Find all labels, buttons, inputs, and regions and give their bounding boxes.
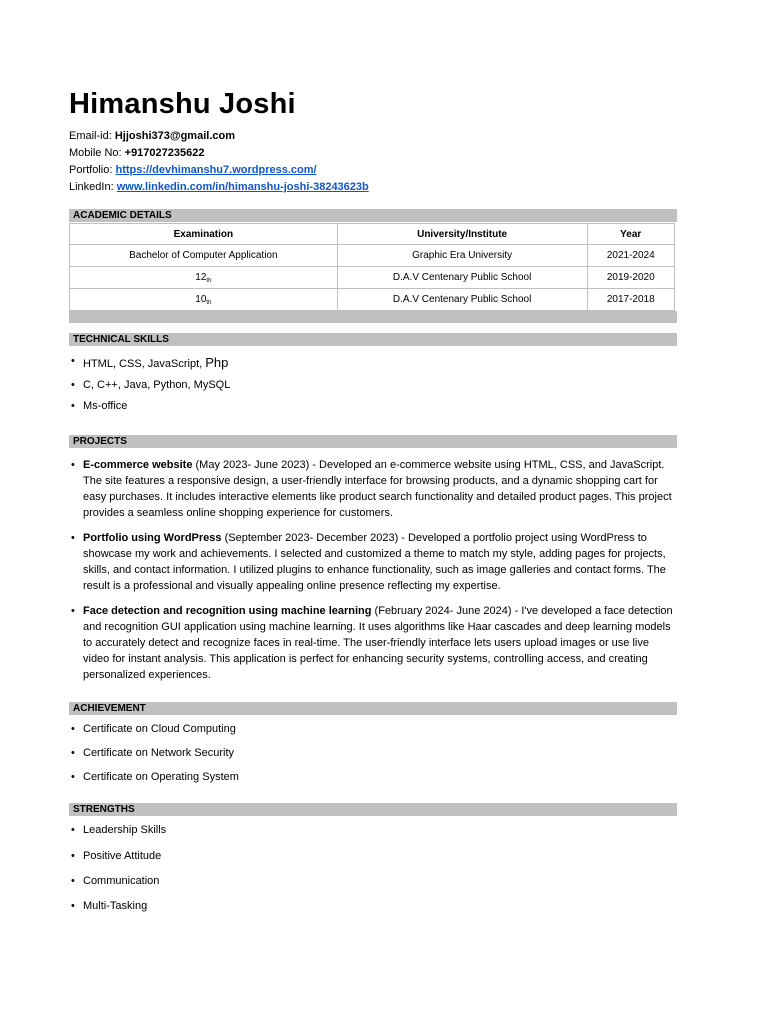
institute-cell: D.A.V Centenary Public School xyxy=(337,289,587,311)
list-item: • HTML, CSS, JavaScript, Php xyxy=(69,355,677,370)
list-item: • E-commerce website (May 2023- June 2023) - Developed an e-commerce website using HTML, CSS, and JavaScript. The site features a responsive design, a user-friendly interface for browsing products, and a dynamic shopping cart for easy purchases. It includes interactive elements like product search functionality and detailed product pages. This project provides a seamless online shopping experience for customers. xyxy=(69,457,677,521)
project-title: E-commerce website xyxy=(83,459,193,471)
exam-cell: $12_{th}$ xyxy=(70,267,338,289)
institute-cell: Graphic Era University xyxy=(337,245,587,267)
year-cell: 2021-2024 xyxy=(587,245,675,267)
portfolio-row xyxy=(69,162,369,179)
project-title: Portfolio using WordPress xyxy=(83,532,222,544)
mobile-row xyxy=(69,145,369,162)
mobile-label: Mobile No: xyxy=(69,147,125,159)
table-header-row xyxy=(70,224,675,245)
list-item: • Positive Attitude xyxy=(69,850,677,862)
candidate-name: Himanshu Joshi xyxy=(69,88,296,120)
column-header-examination: Examination xyxy=(70,224,338,245)
list-item: • Ms-office xyxy=(69,400,677,412)
exam-cell: Bachelor of Computer Application xyxy=(70,245,338,267)
institute-cell: D.A.V Centenary Public School xyxy=(337,267,587,289)
projects-list xyxy=(69,457,677,692)
linkedin-link[interactable]: www.linkedin.com/in/himanshu-joshi-38243623b xyxy=(116,181,369,193)
table-row xyxy=(70,267,675,289)
email-value: Hjjoshi373@gmail.com xyxy=(114,130,235,142)
achievement-list xyxy=(69,723,677,783)
portfolio-link[interactable]: https://devhimanshu7.wordpress.com/ xyxy=(115,164,317,176)
list-item: • C, C++, Java, Python, MySQL xyxy=(69,379,677,391)
year-cell: 2017-2018 xyxy=(587,289,675,311)
section-header-strengths: STRENGTHS xyxy=(69,803,677,816)
table-row xyxy=(70,245,675,267)
email-label: Email-id: xyxy=(69,130,115,142)
column-header-year: Year xyxy=(587,224,675,245)
email-row xyxy=(69,128,369,145)
project-title: Face detection and recognition using machine learning xyxy=(83,605,372,617)
list-item: • Leadership Skills xyxy=(69,824,677,836)
list-item: • Certificate on Operating System xyxy=(69,771,677,783)
year-cell: 2019-2020 xyxy=(587,267,675,289)
list-item: • Multi-Tasking xyxy=(69,900,677,912)
section-header-projects: PROJECTS xyxy=(69,435,677,448)
list-item: • Face detection and recognition using machine learning (February 2024- June 2024) - I've developed a face detection and recognition GUI application using machine learning. It uses algorithms like Haar cascades and deep learning models to accurately detect and recognize faces in real-time. The user-friendly interface lets users upload images or use live video for instant analysis. This application is perfect for enhancing security systems, controlling access, and creating personalized experiences. xyxy=(69,603,677,683)
exam-cell: $10_{th}$ xyxy=(70,289,338,311)
linkedin-label: LinkedIn: xyxy=(69,181,117,193)
section-header-academic: ACADEMIC DETAILS xyxy=(69,209,677,222)
list-item: • Portfolio using WordPress (September 2023- December 2023) - Developed a portfolio project using WordPress to showcase my work and achievements. I selected and customized a theme to match my style, adding pages for projects, skills, and contact information. I utilized plugins to enhance functionality, such as image galleries and contact forms. The result is a professional and visually appealing online presence reflecting my expertise. xyxy=(69,530,677,594)
section-header-skills: TECHNICAL SKILLS xyxy=(69,333,677,346)
mobile-value: +917027235622 xyxy=(124,147,205,159)
list-item: • Certificate on Network Security xyxy=(69,747,677,759)
section-divider xyxy=(69,311,677,323)
section-header-achievement: ACHIEVEMENT xyxy=(69,702,677,715)
linkedin-row xyxy=(69,179,369,196)
list-item: • Certificate on Cloud Computing xyxy=(69,723,677,735)
academic-table xyxy=(69,223,675,311)
list-item: • Communication xyxy=(69,875,677,887)
portfolio-label: Portfolio: xyxy=(69,164,116,176)
skills-list xyxy=(69,355,677,412)
column-header-institute: University/Institute xyxy=(337,224,587,245)
contact-block xyxy=(69,128,369,196)
table-row xyxy=(70,289,675,311)
strengths-list xyxy=(69,824,677,912)
